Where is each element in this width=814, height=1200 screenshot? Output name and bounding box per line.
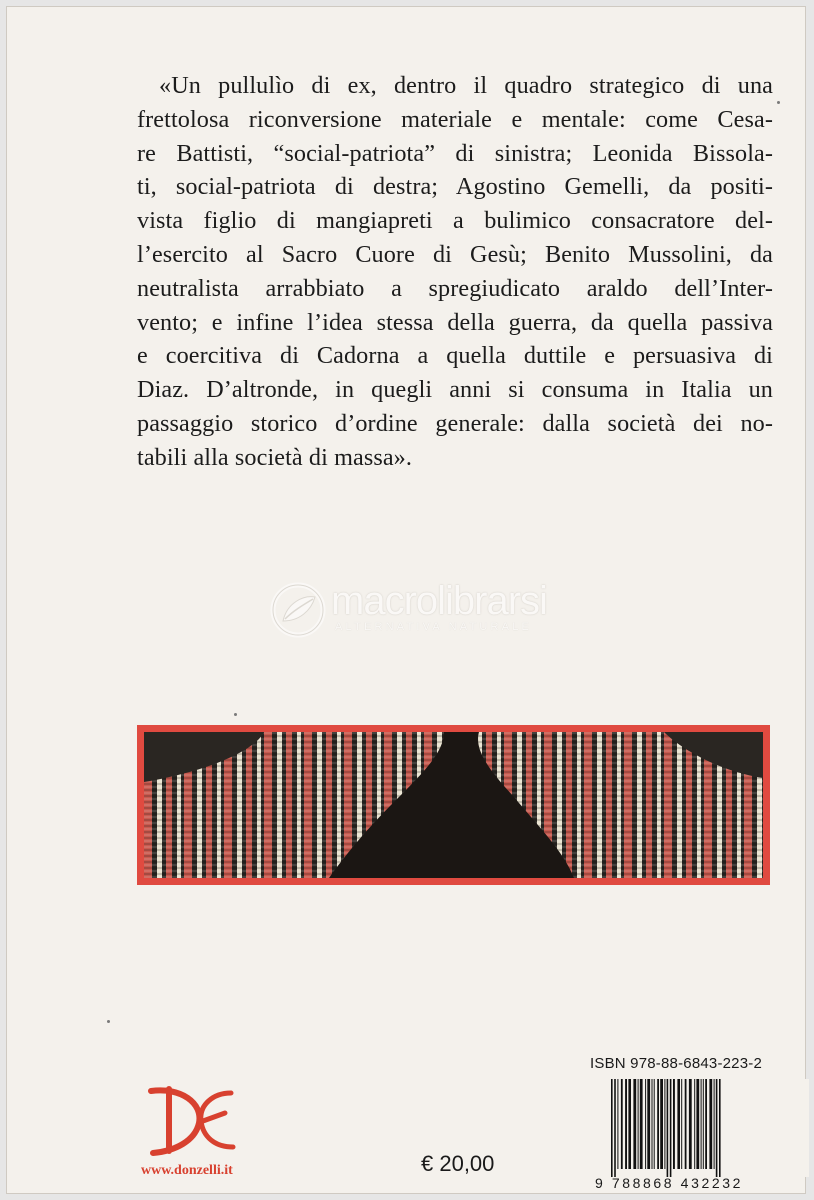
print-speck [107, 1020, 110, 1023]
barcode-bar [685, 1079, 687, 1169]
price: € 20,00 [421, 1151, 495, 1176]
blurb-line: tabili alla società di massa». [137, 443, 413, 471]
donzelli-logo-icon [141, 1083, 241, 1163]
barcode-bar [667, 1079, 669, 1177]
barcode-bar [703, 1079, 704, 1169]
blurb-line: «Un pullulìo di ex, dentro il quadro strategico di una [159, 72, 773, 99]
barcode-bar [660, 1079, 663, 1169]
blurb-line: vista figlio di mangiapreti a bulimico consacratore del- [137, 207, 773, 235]
barcode-bar [705, 1079, 707, 1169]
barcode-bar [709, 1079, 712, 1169]
barcode-bar [681, 1079, 682, 1169]
blurb-line: l’esercito al Sacro Cuore di Gesù; Benito Mussolini, da [137, 240, 773, 268]
blurb-line: Diaz. D’altronde, in quegli anni si consuma in Italia un [137, 376, 773, 404]
print-speck [234, 713, 237, 716]
blurb-line: passaggio storico d’ordine generale: dalla società dei no- [137, 409, 773, 437]
barcode-bar [614, 1079, 616, 1177]
barcode-bar [673, 1079, 675, 1169]
barcode-bar [617, 1079, 618, 1169]
blurb-line: ti, social-patriota di destra; Agostino Gemelli, da positi- [137, 173, 773, 201]
barcode-bar [670, 1079, 672, 1177]
barcode-bar [647, 1079, 650, 1169]
barcode-bar [689, 1079, 692, 1169]
barcode-bar [654, 1079, 655, 1169]
publisher-url[interactable]: www.donzelli.it [141, 1163, 233, 1178]
isbn-label: ISBN 978-88-6843-223-2 [590, 1055, 763, 1072]
blurb-line: e coercitiva di Cadorna a quella duttile e persuasiva di [137, 342, 773, 370]
barcode-digits: 9 788868 432232 [595, 1175, 743, 1191]
barcode-bar [714, 1079, 715, 1169]
ribbon-image [144, 732, 763, 878]
blurb-line: vento; e infine l’idea stessa della guerra, da quella passiva [137, 308, 773, 336]
blurb-line: frettolosa riconversione materiale e mentale: come Cesa- [137, 105, 773, 133]
barcode-bar [628, 1079, 631, 1169]
barcode-bar [694, 1079, 695, 1169]
blurb-line: neutralista arrabbiato a spregiudicato araldo dell’Inter- [137, 274, 773, 302]
blurb-line: re Battisti, “social-patriota” di sinistra; Leonida Bissola- [137, 139, 773, 167]
barcode-bar [652, 1079, 653, 1169]
barcode [607, 1079, 809, 1177]
barcode-bar [611, 1079, 613, 1177]
barcode-bar [657, 1079, 659, 1169]
barcode-bar [664, 1079, 665, 1169]
barcode-bar [625, 1079, 627, 1169]
barcode-bar [633, 1079, 636, 1169]
barcode-bar [716, 1079, 718, 1177]
barcode-bar [621, 1079, 623, 1169]
book-back-cover [6, 6, 806, 1194]
leaf-logo-icon [269, 581, 327, 639]
ribbon-image-frame [137, 725, 770, 885]
barcode-bar [640, 1079, 643, 1169]
barcode-bar [677, 1079, 680, 1169]
barcode-bar [701, 1079, 702, 1169]
watermark-name: macrolibrarsi [331, 579, 547, 623]
watermark [269, 575, 569, 645]
barcode-bar [645, 1079, 646, 1169]
blurb-text [137, 69, 773, 475]
watermark-tagline: ALTERNATIVA NATURALE [335, 621, 533, 633]
barcode-bar [719, 1079, 721, 1177]
print-speck [777, 101, 780, 104]
barcode-bar [638, 1079, 639, 1169]
barcode-bar [696, 1079, 699, 1169]
